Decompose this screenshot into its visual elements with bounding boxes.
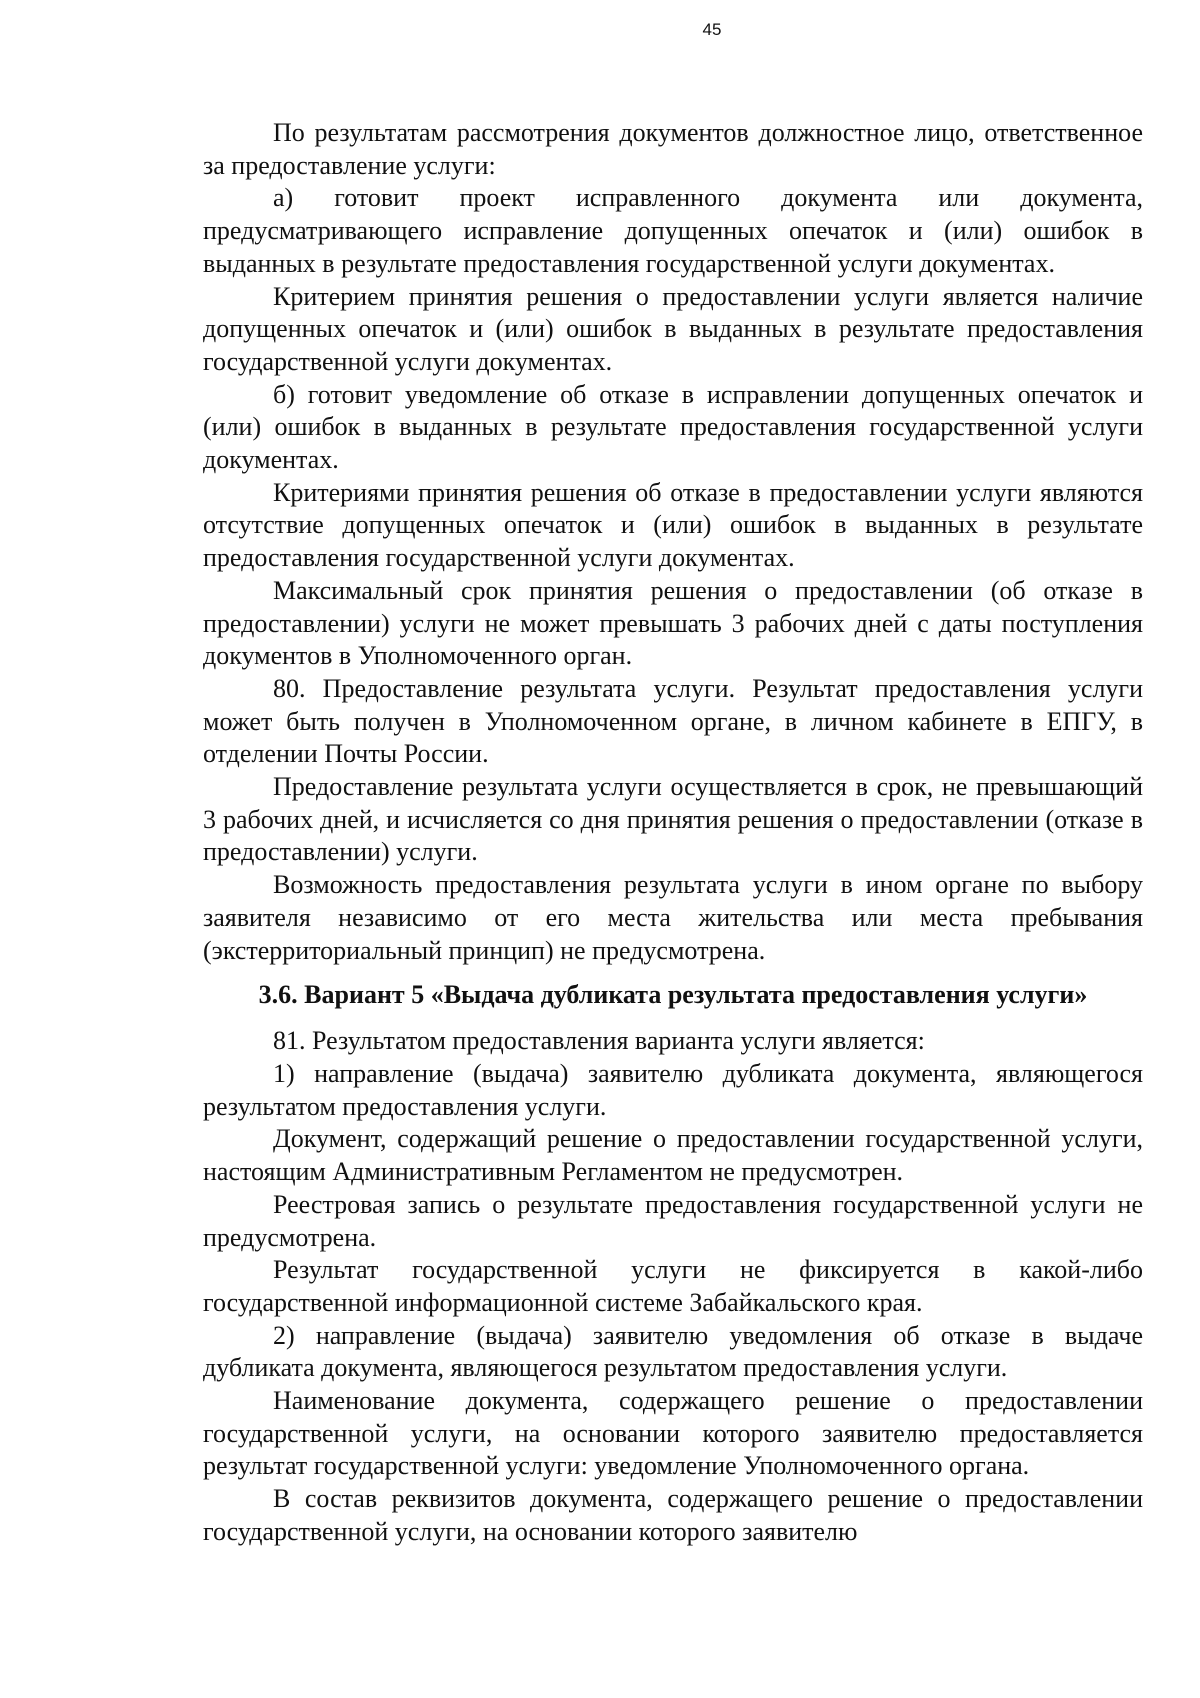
paragraph: Критерием принятия решения о предоставлении услуги является наличие допущенных опечаток и (или) ошибок в выданных в результате предоставления государственной услуги документах.: [203, 281, 1143, 376]
paragraph: Наименование документа, содержащего решение о предоставлении государственной услуги, на основании которого заявителю предоставляется результат государственной услуги: уведомление Уполномоченного органа.: [203, 1386, 1143, 1481]
paragraph: 81. Результатом предоставления варианта услуги является:: [273, 1026, 925, 1056]
paragraph: 80. Предоставление результата услуги. Результат предоставления услуги может быть получен в Уполномоченном органе, в личном кабинете в ЕПГУ, в отделении Почты России.: [203, 673, 1143, 769]
paragraph: Максимальный срок принятия решения о предоставлении (об отказе в предоставлении) услуги не может превышать 3 рабочих дней с даты поступления документов в Уполномоченного орган.: [203, 575, 1143, 671]
paragraph: В состав реквизитов документа, содержащего решение о предоставлении государственной услуги, на основании которого заявителю: [203, 1484, 1143, 1546]
paragraph: Результат государственной услуги не фиксируется в какой-либо государственной информационной системе Забайкальского края.: [203, 1255, 1143, 1317]
section-heading: 3.6. Вариант 5 «Выдача дубликата результата предоставления услуги»: [258, 980, 1088, 1010]
document-body: [203, 117, 1143, 1549]
paragraph: Документ, содержащий решение о предоставлении государственной услуги, настоящим Административным Регламентом не предусмотрен.: [203, 1124, 1143, 1187]
paragraph: б) готовит уведомление об отказе в исправлении допущенных опечаток и (или) ошибок в выданных в результате предоставления государственной услуги документах.: [203, 379, 1143, 475]
paragraph: 2) направление (выдача) заявителю уведомления об отказе в выдаче дубликата документа, являющегося результатом предоставления услуги.: [203, 1320, 1143, 1383]
paragraph: По результатам рассмотрения документов должностное лицо, ответственное за предоставление услуги:: [203, 118, 1143, 180]
paragraph: Реестровая запись о результате предоставления государственной услуги не предусмотрена.: [203, 1189, 1143, 1252]
paragraph: Возможность предоставления результата услуги в ином органе по выбору заявителя независимо от его места жительства или места пребывания (экстерриториальный принцип) не предусмотрена.: [203, 870, 1143, 965]
paragraph: 1) направление (выдача) заявителю дубликата документа, являющегося результатом предоставления услуги.: [203, 1058, 1143, 1121]
page-number: 45: [702, 20, 722, 39]
paragraph: Предоставление результата услуги осуществляется в срок, не превышающий 3 рабочих дней, и исчисляется со дня принятия решения о предоставлении (отказе в предоставлении) услуги.: [203, 772, 1143, 867]
paragraph: Критериями принятия решения об отказе в предоставлении услуги являются отсутствие допущенных опечаток и (или) ошибок в выданных в результате предоставления государственной услуги документах.: [203, 477, 1143, 573]
paragraph: а) готовит проект исправленного документа или документа, предусматривающего исправление допущенных опечаток и (или) ошибок в выданных в результате предоставления государственной услуги документах.: [203, 183, 1143, 278]
